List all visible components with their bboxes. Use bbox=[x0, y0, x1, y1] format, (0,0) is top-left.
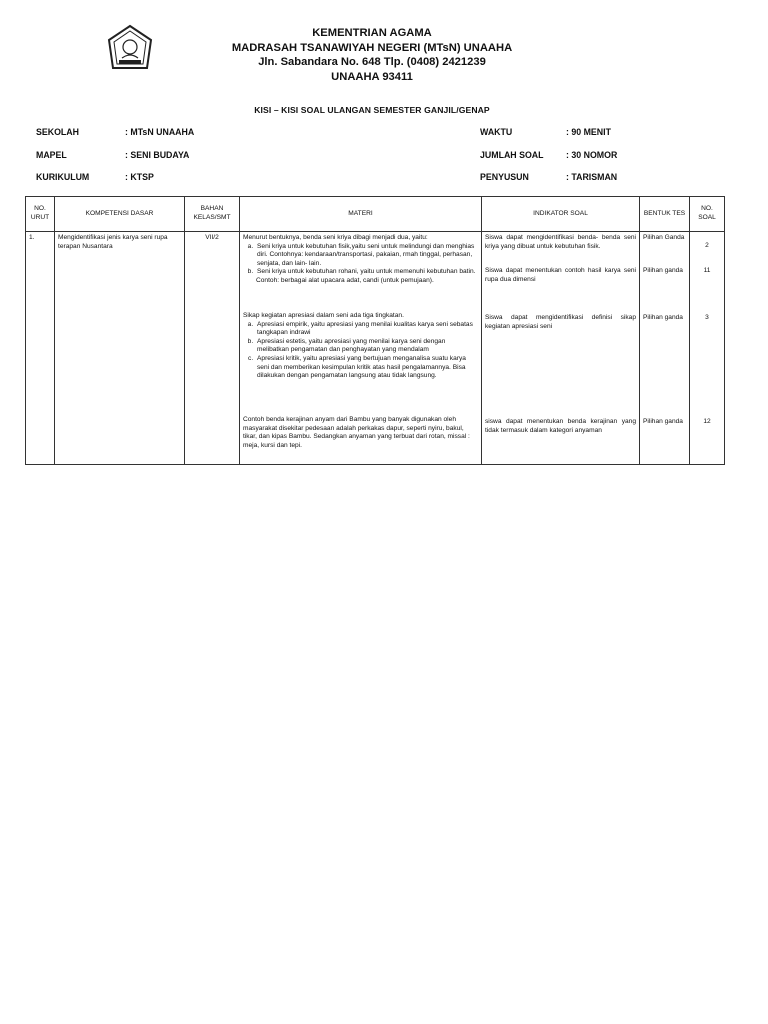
row-materi bbox=[240, 232, 482, 465]
mapel-value: : SENI BUDAYA bbox=[125, 150, 190, 160]
header-indikator-soal: INDIKATOR SOAL bbox=[482, 197, 640, 232]
table-row bbox=[26, 232, 725, 465]
materi-intro: Sikap kegiatan apresiasi dalam seni ada tiga tingkatan. bbox=[243, 312, 404, 319]
bentuk-item: Pilihan ganda bbox=[643, 418, 683, 425]
jumlah-soal-value: : 30 NOMOR bbox=[566, 150, 618, 160]
indikator-item: Siswa dapat menentukan contoh hasil karya seni rupa dua dimensi bbox=[485, 267, 636, 283]
kementerian-agama-emblem-icon bbox=[104, 24, 156, 76]
header-no-urut: NO. URUT bbox=[26, 197, 55, 232]
materi-example: Contoh: berbagai alat upacara adat, candi (untuk pemujaan). bbox=[256, 276, 434, 284]
bentuk-item: Pilihan ganda bbox=[643, 314, 683, 321]
jumlah-soal-label: JUMLAH SOAL bbox=[480, 150, 544, 160]
row-indikator-soal bbox=[482, 232, 640, 465]
document-title: KISI – KISI SOAL ULANGAN SEMESTER GANJIL/GENAP bbox=[254, 105, 490, 115]
list-item: a. Apresiasi empirik, yaitu apresiasi yang menilai kualitas karya seni sebatas tangkapan indrawi bbox=[255, 321, 478, 338]
row-no-urut: 1. bbox=[26, 232, 55, 465]
header-no-soal: NO. SOAL bbox=[690, 197, 725, 232]
school-city: UNAAHA 93411 bbox=[331, 70, 413, 83]
waktu-value: : 90 MENIT bbox=[566, 127, 611, 137]
indikator-item: Siswa dapat mengidentifikasi benda- benda seni kriya yang dibuat untuk kebutuhan fisik. bbox=[485, 234, 636, 250]
waktu-label: WAKTU bbox=[480, 127, 513, 137]
no-soal-item: 12 bbox=[703, 418, 711, 425]
table-header-row bbox=[26, 197, 725, 232]
penyusun-value: : TARISMAN bbox=[566, 172, 618, 182]
no-soal-item: 2 bbox=[705, 242, 709, 249]
header-kompetensi-dasar: KOMPETENSI DASAR bbox=[55, 197, 185, 232]
materi-block-seni-kriya bbox=[243, 234, 478, 312]
ministry-name: KEMENTRIAN AGAMA bbox=[312, 27, 432, 39]
indikator-item: siswa dapat menentukan benda kerajinan yang tidak termasuk dalam kategori anyaman bbox=[485, 418, 636, 434]
header-bahan-kelas: BAHAN KELAS/SMT bbox=[185, 197, 240, 232]
kurikulum-label: KURIKULUM bbox=[36, 172, 90, 182]
no-soal-item: 3 bbox=[705, 314, 709, 321]
row-kompetensi-dasar: Mengidentifikasi jenis karya seni rupa terapan Nusantara bbox=[55, 232, 185, 465]
sekolah-label: SEKOLAH bbox=[36, 127, 80, 137]
row-bahan-kelas: VII/2 bbox=[185, 232, 240, 465]
sekolah-value: : MTsN UNAAHA bbox=[125, 127, 195, 137]
school-name: MADRASAH TSANAWIYAH NEGERI (MTsN) UNAAHA bbox=[231, 41, 513, 54]
row-bentuk-tes bbox=[640, 232, 690, 465]
list-item: c. Apresiasi kritik, yaitu apresiasi yang bertujuan menganalisa suatu karya seni dan memberikan kesimpulan kritik atas hasil pengalamannya. Bisa dilakukan dengan pengamatan langsung atau tidak langsung. bbox=[255, 355, 478, 381]
mapel-label: MAPEL bbox=[36, 150, 67, 160]
indikator-item: Siswa dapat mengidentifikasi definisi sikap kegiatan apresiasi seni bbox=[485, 314, 636, 330]
kurikulum-value: : KTSP bbox=[125, 172, 154, 182]
school-address: Jln. Sabandara No. 648 Tlp. (0408) 2421239 bbox=[258, 56, 486, 68]
list-item: a. Seni kriya untuk kebutuhan fisik,yaitu seni untuk melindungi dan menghias diri. Contohnya: kendaraan/transportasi, pakaian, rmah tinggal, perhasan, senjata, dan lain- lain. bbox=[255, 243, 478, 269]
materi-block-anyaman bbox=[243, 416, 478, 450]
no-soal-item: 11 bbox=[703, 267, 711, 274]
list-item: b. Seni kriya untuk kebutuhan rohani, yaitu untuk memenuhi kebutuhan batin. bbox=[255, 268, 478, 277]
letterhead bbox=[200, 26, 544, 84]
materi-text: Contoh benda kerajinan anyam dari Bambu yang banyak digunakan oleh masyarakat disekitar pedesaan adalah perkakas dapur, seperti nyiru, bakul, tikar, dan kipas Bambu. Sedangkan anyaman yang terbuat dari rotan, missal : meja, kursi dan tepi. bbox=[243, 416, 470, 449]
materi-intro: Menurut bentuknya, benda seni kriya dibagi menjadi dua, yaitu: bbox=[243, 234, 428, 241]
header-materi: MATERI bbox=[240, 197, 482, 232]
kisi-kisi-table bbox=[25, 196, 725, 465]
materi-block-apresiasi bbox=[243, 312, 478, 416]
header-bentuk-tes: BENTUK TES bbox=[640, 197, 690, 232]
row-no-soal bbox=[690, 232, 725, 465]
penyusun-label: PENYUSUN bbox=[480, 172, 529, 182]
bentuk-item: Pilihan ganda bbox=[643, 267, 683, 274]
list-item: b. Apresiasi estetis, yaitu apresiasi yang menilai karya seni dengan melibatkan pengamatan dan penghayatan yang mendalam bbox=[255, 338, 478, 355]
bentuk-item: Pilihan Ganda bbox=[643, 234, 685, 241]
